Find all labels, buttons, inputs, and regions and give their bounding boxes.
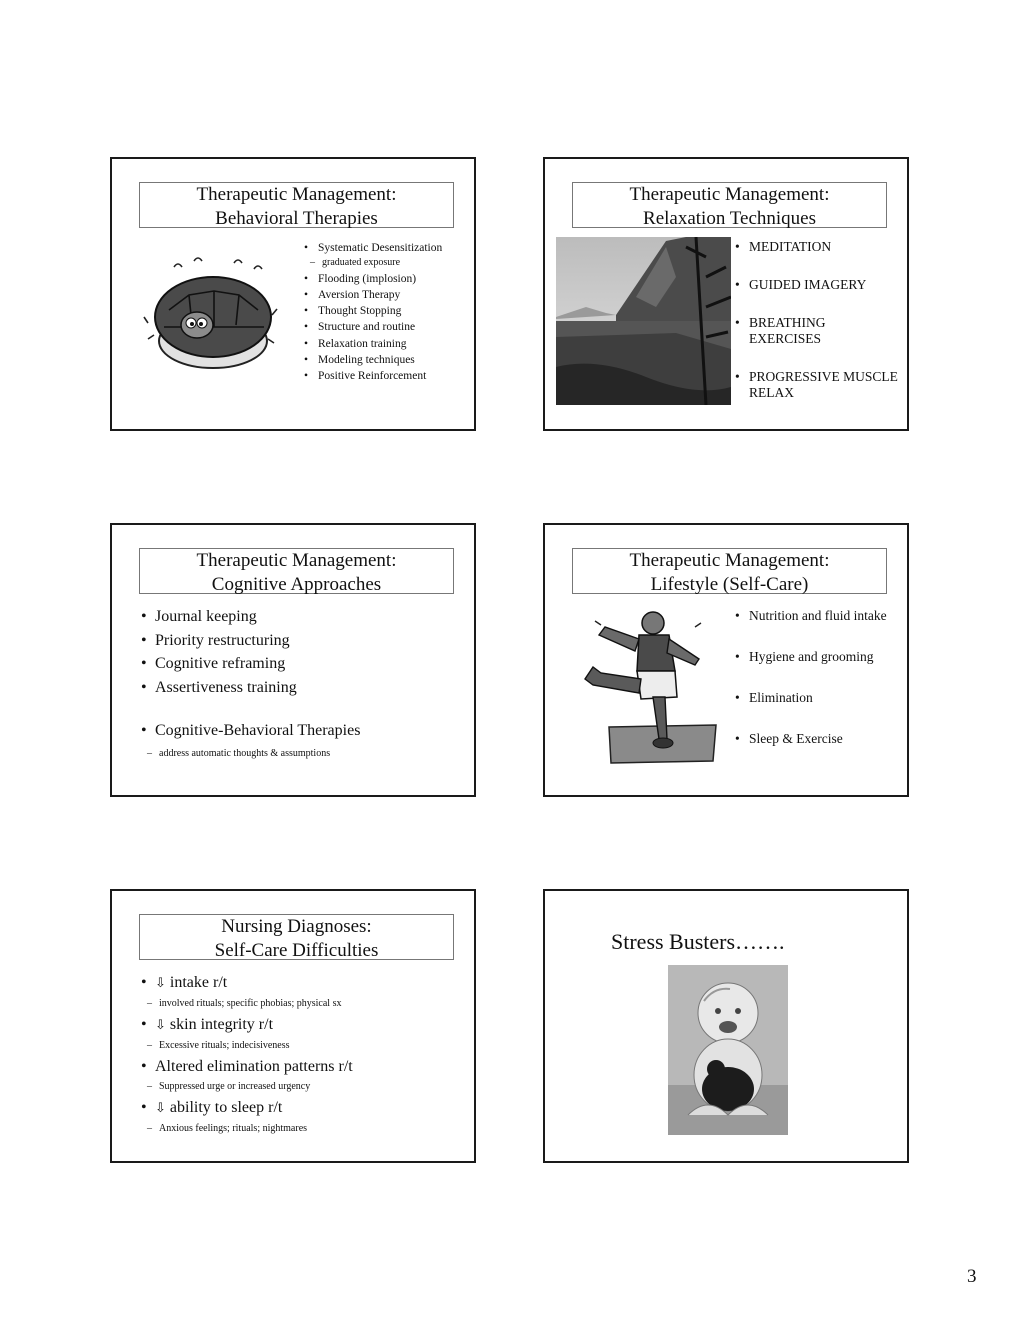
slide-title-line: Therapeutic Management:	[196, 550, 397, 571]
list-item: • Altered elimination patterns r/t	[141, 1057, 471, 1077]
list-item: • GUIDED IMAGERY	[735, 277, 900, 293]
down-arrow-icon: ⇩	[155, 1018, 166, 1033]
bullet-list	[735, 607, 900, 771]
list-item	[141, 973, 471, 994]
slide-title-line: Therapeutic Management:	[196, 184, 397, 205]
list-item: • Thought Stopping	[304, 304, 464, 318]
slide-title-line: Therapeutic Management:	[629, 550, 830, 571]
slide-title	[139, 548, 454, 594]
slide-title-line: Relaxation Techniques	[643, 208, 816, 229]
slide-relaxation-techniques	[543, 157, 909, 431]
list-item: • Journal keeping	[141, 607, 461, 627]
list-item: • MEDITATION	[735, 239, 900, 255]
down-arrow-icon: ⇩	[155, 976, 166, 991]
slide-lifestyle-self-care	[543, 523, 909, 797]
list-item: • Cognitive reframing	[141, 654, 461, 674]
list-item: – Excessive rituals; indecisiveness	[141, 1037, 471, 1054]
bullet-list	[141, 973, 471, 1140]
list-item: – involved rituals; specific phobias; physical sx	[141, 995, 471, 1012]
list-item: • Hygiene and grooming	[735, 648, 900, 665]
slide-title	[139, 914, 454, 960]
list-item: – Anxious feelings; rituals; nightmares	[141, 1120, 471, 1137]
list-item-text: skin integrity r/t	[169, 1016, 274, 1033]
slide-title-line: Behavioral Therapies	[215, 208, 378, 229]
slide-title-line: Lifestyle (Self-Care)	[650, 574, 809, 595]
list-item: • Elimination	[735, 689, 900, 706]
list-item: • Nutrition and fluid intake	[735, 607, 900, 624]
mountain-lake-photo	[556, 237, 731, 405]
bullet-list	[735, 239, 900, 423]
list-item: • Systematic Desensitization	[304, 241, 464, 255]
slide-behavioral-therapies	[110, 157, 476, 431]
list-item: • Modeling techniques	[304, 353, 464, 367]
slide-nursing-diagnoses	[110, 889, 476, 1163]
slide-title-line: Nursing Diagnoses:	[221, 916, 372, 937]
slide-title	[572, 548, 887, 594]
bullet-list	[304, 241, 464, 386]
list-item: – address automatic thoughts & assumptions	[141, 744, 461, 764]
down-arrow-icon: ⇩	[155, 1101, 166, 1116]
list-item: • PROGRESSIVE MUSCLE RELAX	[735, 369, 900, 401]
man-exercising-icon	[571, 609, 731, 767]
bullet-list	[141, 607, 461, 768]
page-number: 3	[967, 1266, 977, 1287]
list-item: • Aversion Therapy	[304, 288, 464, 302]
slide-title-line: Cognitive Approaches	[211, 574, 382, 595]
list-item-text: ability to sleep r/t	[169, 1099, 283, 1116]
list-item: • Positive Reinforcement	[304, 369, 464, 383]
list-item	[141, 1015, 471, 1036]
list-item: • Relaxation training	[304, 337, 464, 351]
list-item: – graduated exposure	[304, 257, 464, 269]
slide-title-line: Self-Care Difficulties	[214, 940, 379, 961]
list-item: • Priority restructuring	[141, 631, 461, 651]
slide-cognitive-approaches	[110, 523, 476, 797]
turtle-in-shell-icon	[134, 255, 289, 375]
list-item: • Assertiveness training	[141, 678, 461, 698]
list-item: • Sleep & Exercise	[735, 730, 900, 747]
list-item: • Structure and routine	[304, 320, 464, 334]
list-item: • BREATHING EXERCISES	[735, 315, 900, 347]
list-item: – Suppressed urge or increased urgency	[141, 1078, 471, 1095]
slide-stress-busters	[543, 889, 909, 1163]
slide-title	[139, 182, 454, 228]
list-item	[141, 1098, 471, 1119]
list-item: • Flooding (implosion)	[304, 272, 464, 286]
list-item-text: intake r/t	[169, 974, 228, 991]
slide-title: Stress Busters…….	[611, 929, 785, 954]
baby-with-kitten-photo	[668, 965, 788, 1135]
slide-title-line: Therapeutic Management:	[629, 184, 830, 205]
slide-title	[572, 182, 887, 228]
list-item: • Cognitive-Behavioral Therapies	[141, 721, 461, 741]
